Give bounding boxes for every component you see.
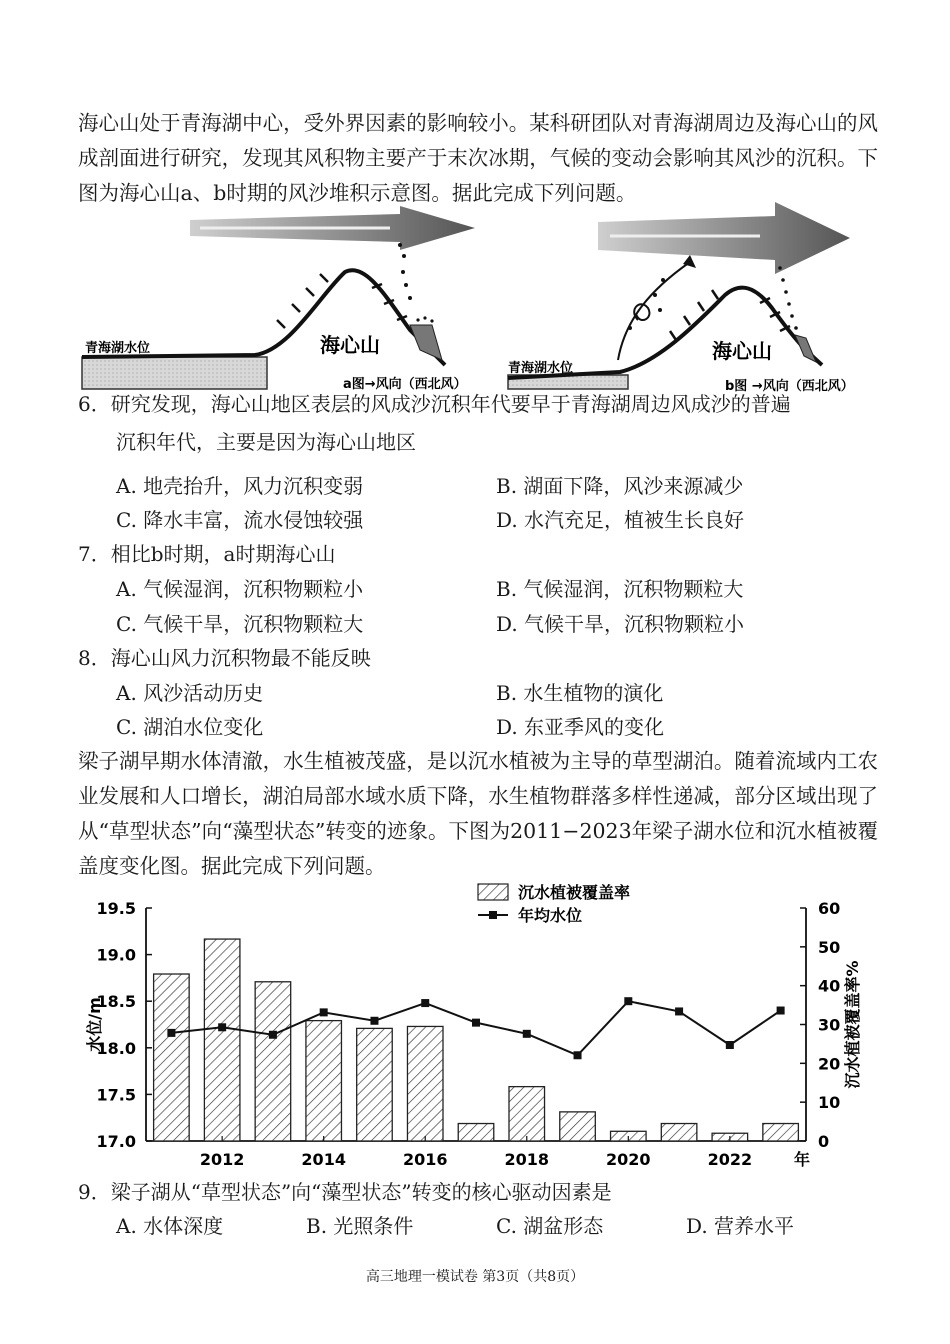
x-tick-label: 2018 bbox=[504, 1150, 550, 1169]
q8-option-a[interactable]: A. 风沙活动历史 bbox=[116, 681, 264, 705]
lake-level-label-b: 青海湖水位 bbox=[508, 361, 574, 376]
bar-vegetation-coverage bbox=[204, 939, 240, 1141]
point-water-level bbox=[624, 997, 632, 1005]
right-tick-label: 40 bbox=[818, 976, 841, 996]
sand-particles-b bbox=[628, 266, 798, 330]
point-water-level bbox=[218, 1023, 226, 1031]
point-water-level bbox=[574, 1051, 582, 1059]
bar-vegetation-coverage bbox=[357, 1028, 393, 1141]
bar-vegetation-coverage bbox=[255, 982, 291, 1141]
point-water-level bbox=[675, 1007, 683, 1015]
wind-sand-diagram bbox=[0, 200, 950, 400]
right-tick-label: 50 bbox=[818, 937, 841, 957]
intro-paragraph-2: 梁子湖早期水体清澈，水生植被茂盛，是以沉水植被为主导的草型湖泊。随着流域内工农业发展和人口增长，湖泊局部水域水质下降，水生植物群落多样性递减，部分区域出现了从“草型状态”向“藻型状态”转变的迹象。下图为2011−2023年梁子湖水位和沉水植被覆盖度变化图。据此完成下列问题。 bbox=[78, 749, 878, 878]
left-tick-label: 17.5 bbox=[96, 1085, 136, 1105]
q7-option-b[interactable]: B. 气候湿润，沉积物颗粒大 bbox=[496, 577, 744, 601]
left-tick-label: 18.0 bbox=[96, 1038, 136, 1058]
q8-option-b[interactable]: B. 水生植物的演化 bbox=[496, 681, 664, 705]
q8-option-d[interactable]: D. 东亚季风的变化 bbox=[496, 715, 665, 739]
lake-level-label-a: 青海湖水位 bbox=[85, 341, 151, 356]
point-water-level bbox=[167, 1029, 175, 1037]
bar-vegetation-coverage bbox=[154, 974, 190, 1141]
q6-option-d[interactable]: D. 水汽充足，植被生长良好 bbox=[496, 508, 745, 532]
caption-b: b图 →风向（西北风） bbox=[725, 379, 854, 394]
left-tick-label: 18.5 bbox=[96, 992, 136, 1012]
left-tick-label: 17.0 bbox=[96, 1132, 136, 1151]
sand-particles-a bbox=[398, 243, 434, 323]
right-tick-label: 20 bbox=[818, 1054, 841, 1074]
left-tick-label: 19.0 bbox=[96, 945, 136, 965]
x-unit-label: 年 bbox=[793, 1150, 811, 1169]
diagram-b bbox=[508, 202, 854, 394]
point-water-level bbox=[269, 1031, 277, 1039]
bar-vegetation-coverage bbox=[458, 1124, 494, 1141]
q9-option-a[interactable]: A. 水体深度 bbox=[116, 1214, 224, 1238]
x-tick-label: 2016 bbox=[402, 1150, 448, 1169]
point-water-level bbox=[523, 1030, 531, 1038]
updraft-arrow-b bbox=[618, 262, 690, 360]
legend-label-bar: 沉水植被覆盖率 bbox=[518, 883, 631, 902]
mountain-label-a: 海心山 bbox=[320, 333, 380, 357]
page-footer: 高三地理一模试卷 第3页（共8页） bbox=[365, 1269, 585, 1285]
q9-option-b[interactable]: B. 光照条件 bbox=[306, 1214, 414, 1238]
q6-option-c[interactable]: C. 降水丰富，流水侵蚀较强 bbox=[116, 508, 364, 532]
point-water-level bbox=[777, 1007, 785, 1015]
left-tick-label: 19.5 bbox=[96, 899, 136, 918]
q9-option-c[interactable]: C. 湖盆形态 bbox=[496, 1214, 604, 1238]
right-tick-label: 0 bbox=[818, 1132, 830, 1151]
x-tick-label: 2014 bbox=[301, 1150, 346, 1169]
intro-paragraph-1: 海心山处于青海湖中心，受外界因素的影响较小。某科研团队对青海湖周边及海心山的风成剖面进行研究，发现其风积物主要产于末次冰期，气候的变动会影响其风沙的沉积。下图为海心山a、b时期的风沙堆积示意图。据此完成下列问题。 bbox=[78, 111, 878, 205]
q6-stem-line1: 6．研究发现，海心山地区表层的风成沙沉积年代要早于青海湖周边风成沙的普遍 bbox=[78, 392, 791, 416]
bar-vegetation-coverage bbox=[560, 1112, 596, 1141]
bar-vegetation-coverage bbox=[661, 1124, 697, 1141]
legend-swatch-marker bbox=[489, 911, 497, 919]
sand-deposit-a bbox=[410, 325, 442, 360]
sand-deposit-b bbox=[795, 335, 816, 362]
bar-vegetation-coverage bbox=[407, 1026, 443, 1141]
q9-stem: 9．梁子湖从“草型状态”向“藻型状态”转变的核心驱动因素是 bbox=[78, 1180, 612, 1204]
bar-vegetation-coverage bbox=[306, 1021, 342, 1141]
point-water-level bbox=[421, 999, 429, 1007]
caption-a: a图→风向（西北风） bbox=[343, 377, 467, 392]
wind-arrow-b bbox=[598, 202, 850, 274]
point-water-level bbox=[472, 1019, 480, 1027]
point-water-level bbox=[370, 1017, 378, 1025]
right-tick-label: 30 bbox=[818, 1015, 841, 1035]
q6-option-a[interactable]: A. 地壳抬升，风力沉积变弱 bbox=[116, 474, 364, 498]
legend-swatch-bar bbox=[478, 884, 508, 900]
q9-option-d[interactable]: D. 营养水平 bbox=[686, 1214, 795, 1238]
q7-option-d[interactable]: D. 气候干旱，沉积物颗粒小 bbox=[496, 612, 745, 636]
diagram-a bbox=[82, 206, 475, 392]
right-tick-label: 10 bbox=[818, 1093, 841, 1113]
mountain-label-b: 海心山 bbox=[712, 339, 772, 363]
q6-stem-line2: 沉积年代，主要是因为海心山地区 bbox=[116, 430, 416, 454]
right-tick-label: 60 bbox=[818, 899, 841, 918]
y-axis-label-left: 水位/m bbox=[85, 997, 104, 1052]
q8-option-c[interactable]: C. 湖泊水位变化 bbox=[116, 715, 264, 739]
water-level-vegetation-chart bbox=[0, 878, 950, 1178]
x-tick-label: 2020 bbox=[606, 1150, 651, 1169]
y-axis-label-right: 沉水植被覆盖率% bbox=[843, 960, 862, 1089]
q8-stem: 8．海心山风力沉积物最不能反映 bbox=[78, 646, 371, 670]
x-tick-label: 2012 bbox=[199, 1150, 245, 1169]
q7-stem: 7．相比b时期，a时期海心山 bbox=[78, 542, 336, 566]
x-tick-label: 2022 bbox=[707, 1150, 753, 1169]
legend-label-line: 年均水位 bbox=[518, 906, 583, 925]
q7-option-c[interactable]: C. 气候干旱，沉积物颗粒大 bbox=[116, 612, 364, 636]
lake-level-a bbox=[82, 357, 267, 389]
q6-option-b[interactable]: B. 湖面下降，风沙来源减少 bbox=[496, 474, 744, 498]
bar-vegetation-coverage bbox=[763, 1124, 799, 1141]
point-water-level bbox=[726, 1041, 734, 1049]
q7-option-a[interactable]: A. 气候湿润，沉积物颗粒小 bbox=[116, 577, 364, 601]
bar-vegetation-coverage bbox=[509, 1087, 545, 1141]
point-water-level bbox=[320, 1008, 328, 1016]
